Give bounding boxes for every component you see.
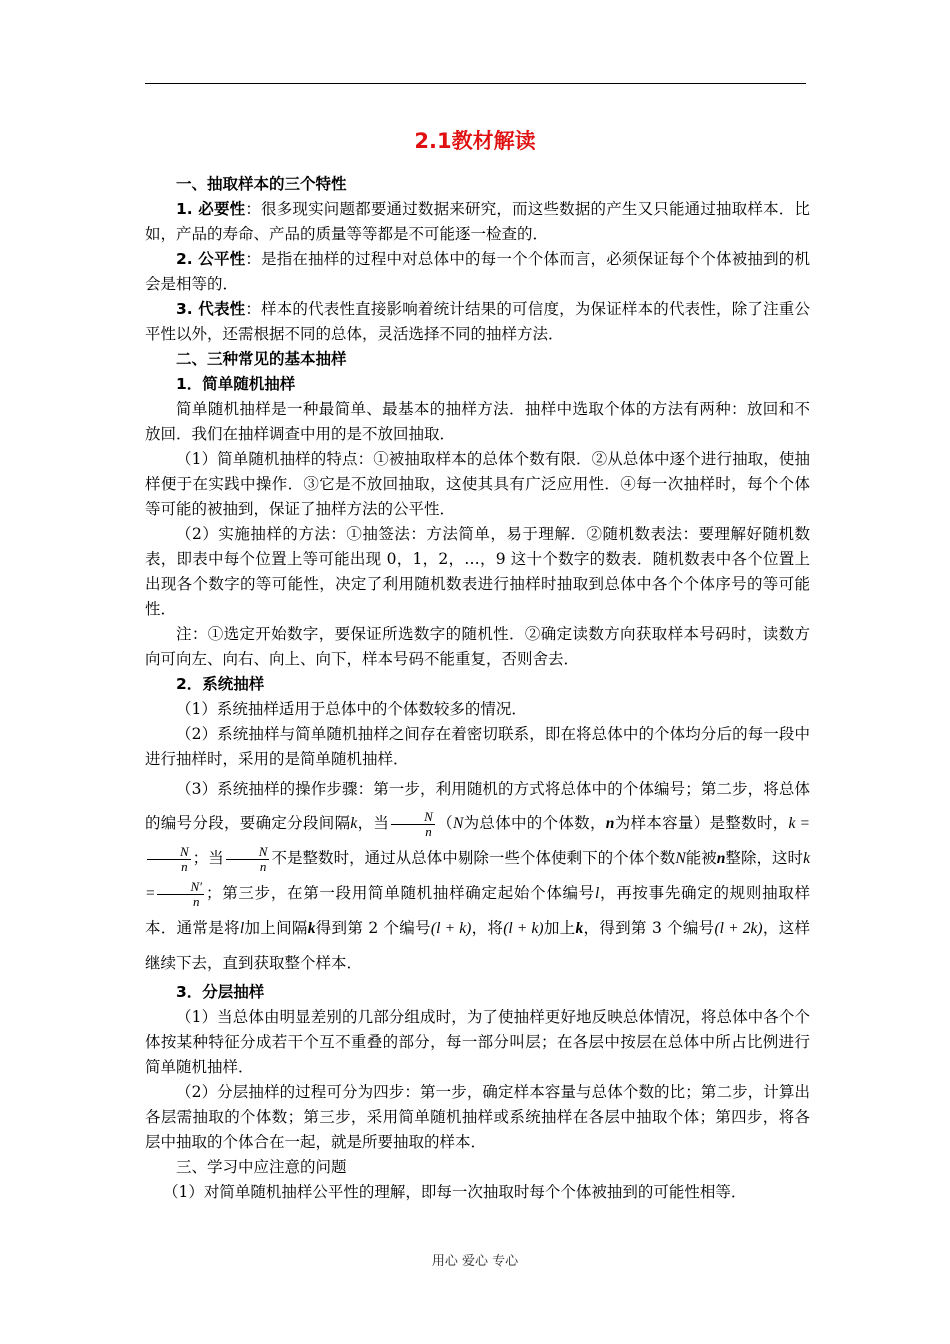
subheading-simple-random: 1．简单随机抽样: [176, 375, 296, 393]
subheading-stratified: 3．分层抽样: [176, 983, 265, 1001]
paragraph: （2）分层抽样的过程可分为四步：第一步，确定样本容量与总体个数的比；第二步，计算出各层需抽取的个体数；第三步，采用简单随机抽样或系统抽样在各层中抽取个体；第四步，将各层中抽取的个体合在一起，就是所要抽取的样本．: [145, 1083, 810, 1151]
section-heading-1: 一、抽取样本的三个特性: [176, 175, 347, 193]
math-k-equals: k =: [788, 815, 810, 832]
paragraph-representativeness: 3. 代表性：样本的代表性直接影响着统计结果的可信度，为保证样本的代表性，除了注重公平性以外，还需根据不同的总体，灵活选择不同的抽样方法．: [145, 300, 810, 343]
page-footer: 用心 爱心 专心: [431, 1254, 519, 1269]
paragraph: （1）简单随机抽样的特点：①被抽取样本的总体个数有限．②从总体中逐个进行抽取，使抽样便于在实践中操作．③它是不放回抽取，这使其具有广泛应用性．④每一次抽样时，每个个体等可能的被抽到，保证了抽样方法的公平性．: [145, 450, 810, 518]
paragraph: （1）对简单随机抽样公平性的理解，即每一次抽取时每个个体被抽到的可能性相等．: [163, 1183, 747, 1201]
paragraph: （1）系统抽样适用于总体中的个体数较多的情况．: [176, 700, 527, 718]
header-rule: [145, 83, 806, 84]
section-heading-2: 二、三种常见的基本抽样: [176, 350, 347, 368]
paragraph-note: 注：①选定开始数字，要保证所选数字的随机性．②确定读数方向获取样本号码时，读数方向可向左、向右、向上、向下，样本号码不能重复，否则舍去．: [145, 625, 810, 668]
subheading-systematic: 2．系统抽样: [176, 675, 265, 693]
fraction-Nprime-over-n: $\frac{N'}{n}$: [157, 880, 204, 909]
paragraph-necessity: 1. 必要性：很多现实问题都要通过数据来研究，而这些数据的产生又只能通过抽取样本．比如，产品的寿命、产品的质量等等都是不可能逐一检查的．: [145, 200, 810, 243]
math-k-equals: k =: [145, 850, 810, 902]
page-title: 2.1教材解读: [414, 129, 536, 153]
label-fairness: 2. 公平性: [176, 250, 246, 268]
paragraph: （2）实施抽样的方法：①抽签法：方法简单，易于理解．②随机数表法：要理解好随机数表，即表中每个位置上等可能出现 0，1，2，…，9 这十个数字的数表．随机数表中各个位置上出现各个数字的等可能性，决定了利用随机数表进行抽样时抽取到总体中各个个体序号的等可能性．: [145, 525, 810, 618]
fraction-N-over-n: $\frac{N}{n}$: [226, 845, 270, 874]
paragraph: （1）当总体由明显差别的几部分组成时，为了使抽样更好地反映总体情况，将总体中各个个体按某种特征分成若干个互不重叠的部分，每一部分叫层；在各层中按层在总体中所占比例进行简单随机抽样．: [145, 1008, 810, 1076]
math-k: k: [350, 815, 358, 832]
document-body: [145, 172, 810, 1205]
paragraph-fairness: 2. 公平性：是指在抽样的过程中对总体中的每一个个体而言，必须保证每个个体被抽到的机会是相等的．: [145, 250, 810, 293]
label-necessity: 1. 必要性: [176, 200, 246, 218]
paragraph: （2）系统抽样与简单随机抽样之间存在着密切联系，即在将总体中的个体均分后的每一段中进行抽样时，采用的是简单随机抽样．: [145, 725, 810, 768]
fraction-N-over-n: $\frac{N}{n}$: [147, 845, 191, 874]
paragraph-steps: （3）系统抽样的操作步骤：第一步，利用随机的方式将总体中的个体编号；第二步，将总体的编号分段，要确定分段间隔k，当 $\frac{N}{n}$ （N为总体中的个体数，n为样本容量）是整数时，k = $\frac{N}{n}$ ；当 $\frac{N}{n}$ 不是整数时，通过从总体中剔除一些个体使剩下的个体个数N能被n整除，这时k = $\frac{N'}{n}$ ；第三步，在第一段用简单随机抽样确定起始个体编号l，再按事先确定的规则抽取样本．通常是将l加上间隔k得到第 2 个编号(l + k)，将(l + k)加上k，得到第 3 个编号(l + 2k)，这样继续下去，直到获取整个样本．: [145, 780, 810, 972]
section-heading-3: 三、学习中应注意的问题: [176, 1158, 347, 1176]
fraction-N-over-n: $\frac{N}{n}$: [391, 810, 435, 839]
paragraph: 简单随机抽样是一种最简单、最基本的抽样方法．抽样中选取个体的方法有两种：放回和不放回．我们在抽样调查中用的是不放回抽取．: [145, 400, 810, 443]
label-representativeness: 3. 代表性: [176, 300, 246, 318]
